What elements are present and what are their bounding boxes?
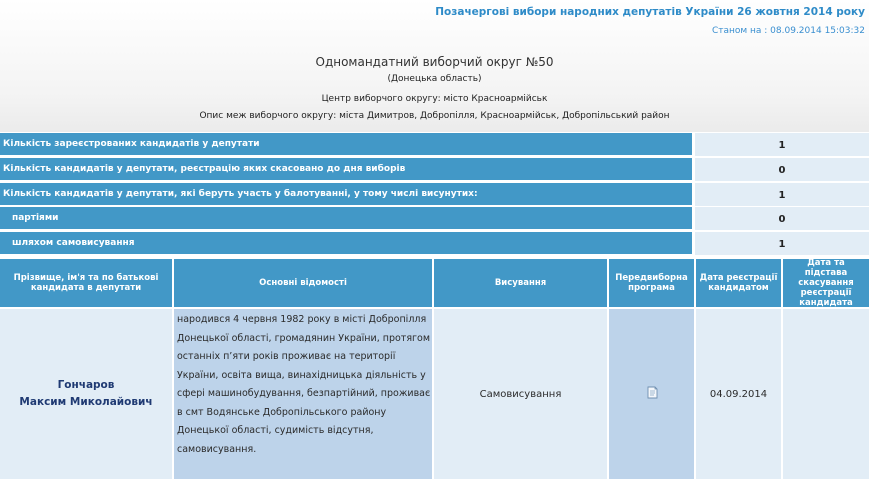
candidate-name[interactable]	[0, 309, 172, 479]
header-program: Передвиборна програма	[609, 259, 694, 307]
district-region: (Донецька область)	[387, 74, 482, 84]
stat-label: шляхом самовисування	[0, 232, 692, 255]
candidate-info: народився 4 червня 1982 року в місті Добропілля Донецької області, громадянин України, протягом останніх п’яти років проживає на території України, освіта вища, винахідницька діяльність у сфері машинобудування, безпартійний, проживає в смт Водянське Добропільського району Донецької області, судимість відсутня, самовисування.	[177, 314, 431, 455]
candidate-nomination: Самовисування	[479, 388, 562, 400]
cancel-cell	[783, 309, 869, 479]
candidate-name-cell	[0, 309, 172, 479]
candidates-table-header	[0, 259, 869, 307]
stat-value: 1	[695, 232, 869, 255]
stat-value: 1	[695, 133, 869, 156]
candidate-cancel	[783, 309, 869, 479]
stat-label: Кількість кандидатів у депутати, які беруть участь у балотуванні, у тому числі висунутих:	[0, 183, 692, 206]
nomination-cell	[434, 309, 607, 479]
page-header	[0, 0, 869, 132]
document-icon[interactable]	[646, 386, 658, 402]
header-nomination: Висування	[434, 259, 607, 307]
stat-row-by-parties	[0, 207, 869, 232]
stat-row-self-nominated	[0, 232, 869, 257]
stat-row-running	[0, 183, 869, 208]
stats-table	[0, 133, 869, 257]
district-center: Центр виборчого округу: місто Красноармійськ	[321, 94, 548, 104]
candidate-info-cell	[174, 309, 432, 479]
stat-label: Кількість зареєстрованих кандидатів у депутати	[0, 133, 692, 156]
candidate-given-names: Максим Миколайович	[19, 396, 153, 408]
district-title: Одномандатний виборчий округ №50	[315, 55, 554, 69]
stat-row-registered	[0, 133, 869, 158]
table-row	[0, 309, 869, 479]
header-cancel: Дата та підстава скасування реєстрації кандидата	[783, 259, 869, 307]
stat-value: 0	[695, 207, 869, 230]
election-title[interactable]: Позачергові вибори народних депутатів України 26 жовтня 2014 року	[435, 6, 865, 18]
program-cell	[609, 309, 694, 479]
header-reg-date: Дата реєстрації кандидатом	[696, 259, 781, 307]
stat-label: Кількість кандидатів у депутати, реєстрацію яких скасовано до дня виборів	[0, 158, 692, 181]
candidate-surname: Гончаров	[57, 379, 115, 392]
header-name: Прізвище, ім'я та по батькові кандидата в депутати	[0, 259, 172, 307]
header-info: Основні відомості	[174, 259, 432, 307]
stat-row-cancelled	[0, 158, 869, 183]
reg-date-cell	[696, 309, 781, 479]
status-timestamp: Станом на : 08.09.2014 15:03:32	[711, 26, 865, 36]
district-bounds: Опис меж виборчого округу: міста Димитров, Добропілля, Красноармійськ, Добропільський район	[199, 111, 670, 121]
stat-value: 1	[695, 183, 869, 206]
candidate-reg-date: 04.09.2014	[709, 388, 768, 400]
stat-value: 0	[695, 158, 869, 181]
stat-label: партіями	[0, 207, 692, 230]
